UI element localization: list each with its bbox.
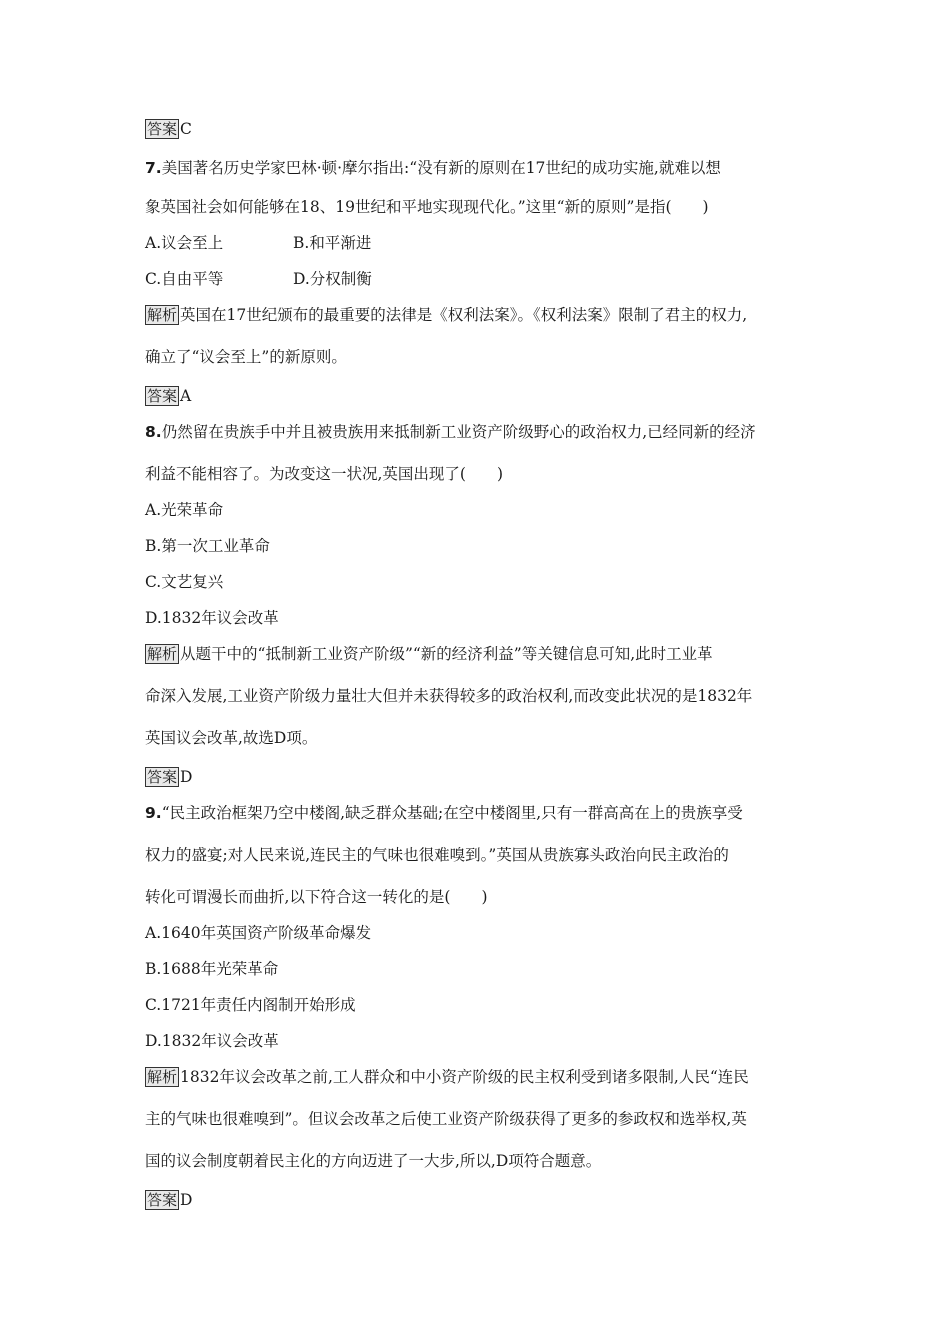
analysis-tag: 解析 [147,645,178,663]
question-7-options-row-1 [145,232,825,254]
analysis-line-q8-3: 英国议会改革,故选D项。 [145,729,318,747]
option-c: C.自由平等 [145,270,224,288]
question-text: “民主政治框架乃空中楼阁,缺乏群众基础;在空中楼阁里,只有一群高高在上的贵族享受 [161,804,743,822]
analysis-line-q8-1 [145,643,825,665]
answer-tag: 答案 [147,120,178,138]
option-a: A.1640年英国资产阶级革命爆发 [145,924,372,942]
option-b: B.1688年光荣革命 [145,960,279,978]
question-7-options-row-2 [145,268,825,290]
option-b: B.和平渐进 [293,234,372,252]
analysis-text: 1832年议会改革之前,工人群众和中小资产阶级的民主权利受到诸多限制,人民“连民 [180,1068,749,1086]
question-7-line-1 [145,157,825,179]
answer-value: C [180,120,192,138]
analysis-line-q7-1 [145,304,825,326]
question-8-line-2: 利益不能相容了。为改变这一状况,英国出现了( ) [145,465,504,483]
analysis-tag: 解析 [147,1068,178,1086]
question-9-line-1 [145,802,825,824]
option-d: D.1832年议会改革 [145,609,279,627]
analysis-text: 从题干中的“抵制新工业资产阶级”“新的经济利益”等关键信息可知,此时工业革 [180,645,713,663]
analysis-text: 英国在17世纪颁布的最重要的法律是《权利法案》。《权利法案》限制了君主的权力, [180,306,748,324]
analysis-line-q9-1 [145,1066,825,1088]
answer-line-q9 [145,1189,825,1211]
answer-tag: 答案 [147,1191,178,1209]
question-7-line-2: 象英国社会如何能够在18、19世纪和平地实现现代化。”这里“新的原则”是指( ) [145,198,709,216]
question-number: 9. [145,804,162,822]
question-9-line-3: 转化可谓漫长而曲折,以下符合这一转化的是( ) [145,888,488,906]
analysis-line-q9-2: 主的气味也很难嗅到”。但议会改革之后使工业资产阶级获得了更多的参政权和选举权,英 [145,1110,747,1128]
option-a: A.议会至上 [145,234,224,252]
question-number: 8. [145,423,162,441]
analysis-line-q7-2: 确立了“议会至上”的新原则。 [145,348,347,366]
question-text: 美国著名历史学家巴林·顿·摩尔指出:“没有新的原则在17世纪的成功实施,就难以想 [161,159,721,177]
answer-line-q8 [145,766,825,788]
answer-line-q7 [145,385,825,407]
analysis-line-q8-2: 命深入发展,工业资产阶级力量壮大但并未获得较多的政治权利,而改变此状况的是1832年 [145,687,753,705]
document-page [145,118,825,1211]
question-9-line-2: 权力的盛宴;对人民来说,连民主的气味也很难嗅到。”英国从贵族寡头政治向民主政治的 [145,846,729,864]
answer-value: A [180,387,192,405]
question-text: 仍然留在贵族手中并且被贵族用来抵制新工业资产阶级野心的政治权力,已经同新的经济 [161,423,756,441]
answer-value: D [180,1191,193,1209]
option-c: C.文艺复兴 [145,573,224,591]
analysis-line-q9-3: 国的议会制度朝着民主化的方向迈进了一大步,所以,D项符合题意。 [145,1152,602,1170]
answer-tag: 答案 [147,387,178,405]
analysis-tag: 解析 [147,306,178,324]
answer-tag: 答案 [147,768,178,786]
option-d: D.分权制衡 [293,270,372,288]
question-number: 7. [145,159,162,177]
option-a: A.光荣革命 [145,501,224,519]
option-b: B.第一次工业革命 [145,537,270,555]
answer-line-q6 [145,118,825,140]
option-d: D.1832年议会改革 [145,1032,279,1050]
answer-value: D [180,768,193,786]
question-8-line-1 [145,421,825,443]
option-c: C.1721年责任内阁制开始形成 [145,996,356,1014]
